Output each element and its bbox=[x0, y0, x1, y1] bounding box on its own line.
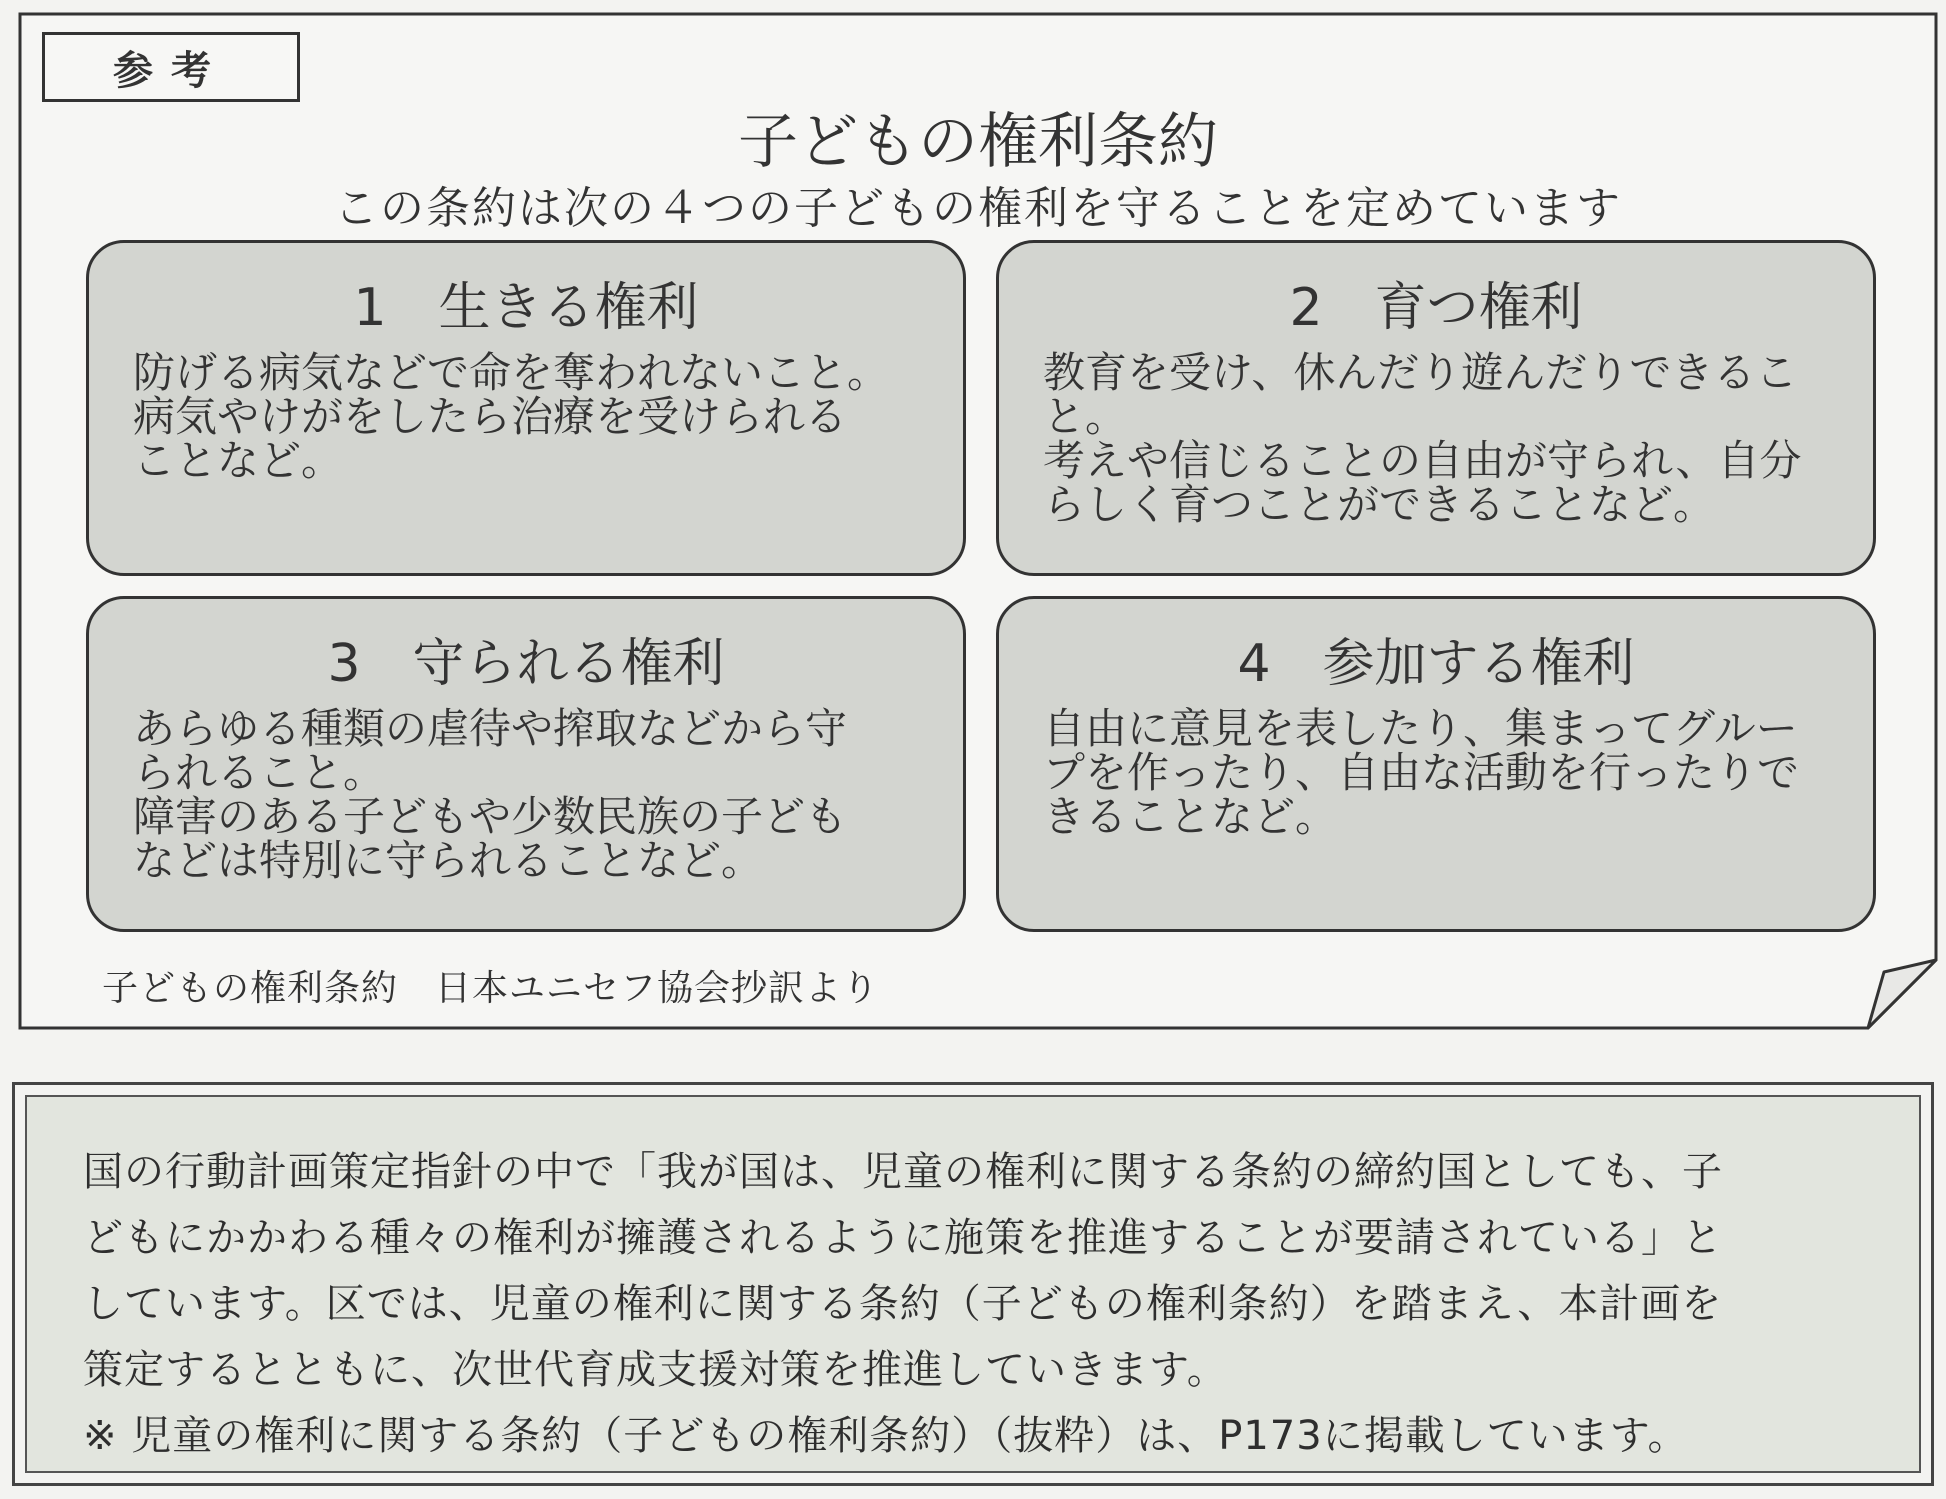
right-body-line: 教育を受け、休んだり遊んだりできるこ bbox=[1043, 348, 1798, 397]
right-heading: 1 生きる権利 bbox=[353, 278, 699, 338]
right-body-line: 障害のある子どもや少数民族の子ども bbox=[133, 792, 848, 841]
source-citation: 子どもの権利条約 日本ユニセフ協会抄訳より bbox=[102, 968, 880, 1009]
right-body-line: 病気やけがをしたら治療を受けられる bbox=[133, 392, 848, 441]
right-body-line: られること。 bbox=[133, 748, 386, 797]
note-text bbox=[83, 1139, 1879, 1469]
note-inner-frame bbox=[25, 1095, 1921, 1473]
right-body-line: と。 bbox=[1043, 392, 1128, 441]
right-card-protection bbox=[86, 596, 966, 932]
right-body bbox=[1043, 704, 1837, 841]
note-line: どもにかかわる種々の権利が擁護されるように施策を推進することが要請されている」と bbox=[83, 1215, 1723, 1261]
note-line: 策定するとともに、次世代育成支援対策を推進していきます。 bbox=[83, 1347, 1228, 1393]
note-box bbox=[12, 1082, 1934, 1486]
reference-badge: 参考 bbox=[42, 32, 300, 102]
note-line: 国の行動計画策定指針の中で「我が国は、児童の権利に関する条約の締約国としても、子 bbox=[83, 1149, 1723, 1195]
right-body-line: 考えや信じることの自由が守られ、自分 bbox=[1043, 436, 1802, 485]
right-body-line: ことなど。 bbox=[133, 436, 344, 485]
right-card-participation bbox=[996, 596, 1876, 932]
right-body-line: 防げる病気などで命を奪われないこと。 bbox=[133, 348, 890, 397]
page-subtitle: この条約は次の４つの子どもの権利を守ることを定めています bbox=[334, 183, 1622, 234]
right-card-development bbox=[996, 240, 1876, 576]
right-body-line: あらゆる種類の虐待や搾取などから守 bbox=[133, 704, 848, 753]
right-heading: 3 守られる権利 bbox=[327, 634, 725, 694]
right-body bbox=[1043, 348, 1837, 529]
right-body-line: らしく育つことができることなど。 bbox=[1043, 480, 1716, 529]
right-body-line: 自由に意見を表したり、集まってグルー bbox=[1043, 704, 1798, 753]
right-heading: 4 参加する権利 bbox=[1237, 634, 1635, 694]
right-body bbox=[133, 348, 927, 485]
right-body-line: などは特別に守られることなど。 bbox=[133, 836, 764, 885]
page-title: 子どもの権利条約 bbox=[738, 107, 1218, 177]
right-body bbox=[133, 704, 927, 885]
right-body-line: きることなど。 bbox=[1043, 792, 1338, 841]
note-line: しています。区では、児童の権利に関する条約（子どもの権利条約）を踏まえ、本計画を bbox=[83, 1281, 1723, 1327]
right-heading: 2 育つ権利 bbox=[1289, 278, 1583, 338]
reference-card bbox=[18, 12, 1938, 1030]
right-body-line: プを作ったり、自由な活動を行ったりで bbox=[1043, 748, 1800, 797]
right-card-survival bbox=[86, 240, 966, 576]
note-line: ※ 児童の権利に関する条約（子どもの権利条約）（抜粋）は、P173に掲載しています。 bbox=[83, 1413, 1689, 1459]
